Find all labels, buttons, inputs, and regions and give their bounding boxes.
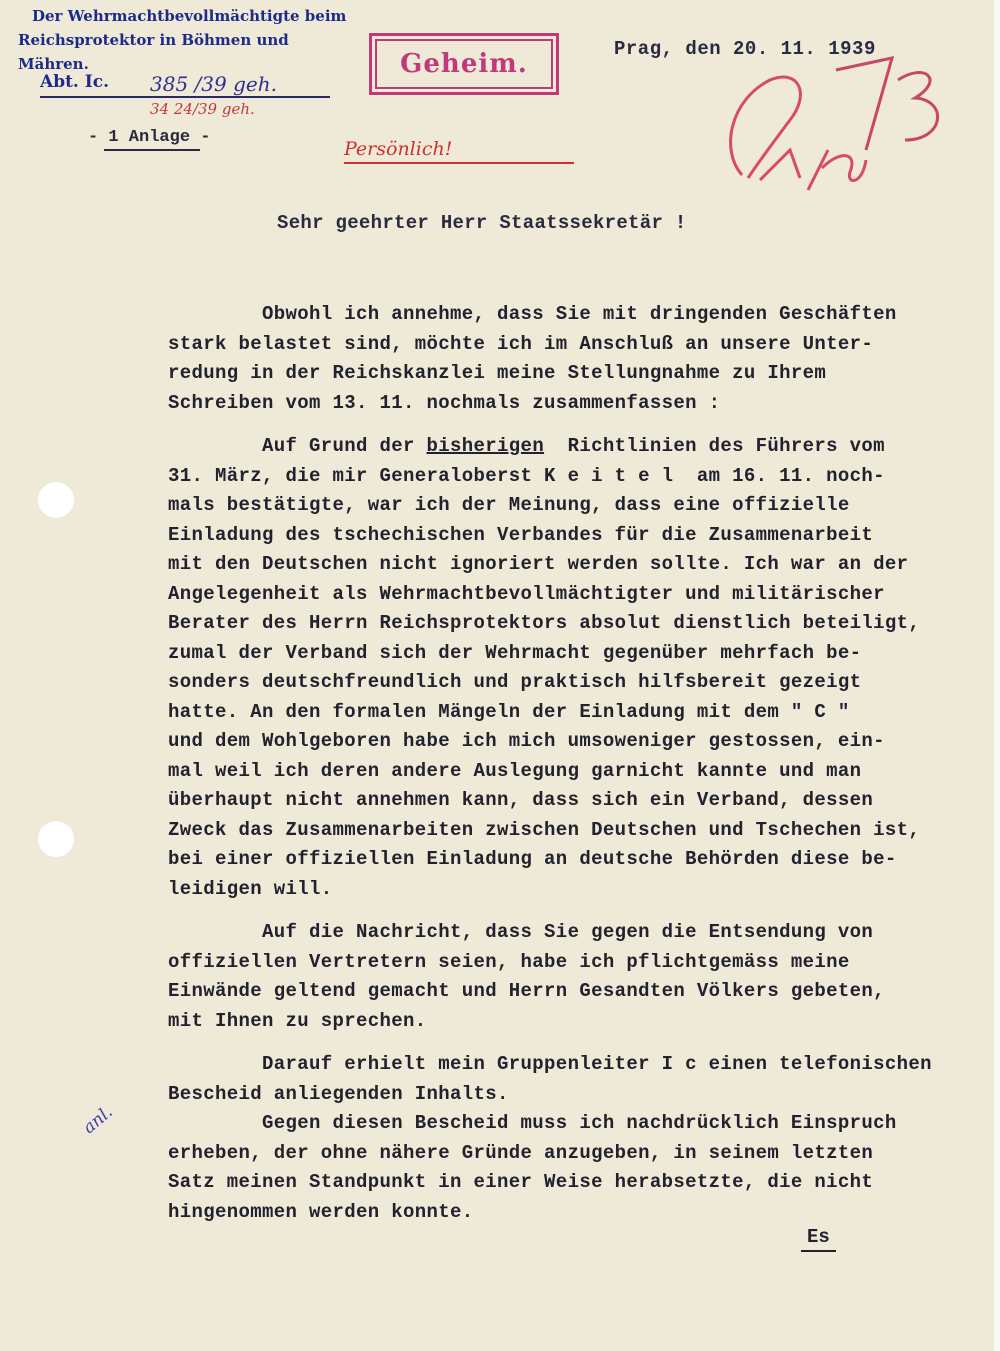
initial-stroke-3 (808, 150, 828, 190)
body-line: stark belastet sind, möchte ich im Anschluß an unsere Unter- (168, 332, 874, 355)
page-number-7 (836, 58, 892, 150)
body-line: überhaupt nicht annehmen kann, dass sich ein Verband, dessen (168, 789, 874, 811)
page-number-3 (898, 73, 938, 140)
initial-stroke-1 (731, 77, 801, 178)
body-line-guidelines (168, 432, 968, 462)
body-line: mal weil ich deren andere Auslegung garnicht kannte und man (168, 759, 862, 782)
body-line: 31. März, die mir Generaloberst K e i t e l am 16. 11. noch- (168, 464, 885, 487)
body-line: Darauf erhielt mein Gruppenleiter I c einen telefonischen (168, 1053, 932, 1075)
punch-hole-bottom (38, 821, 74, 857)
body-line: Einwände geltend gemacht und Herrn Gesandten Völkers gebeten, (168, 980, 885, 1002)
body-line-suffix: Richtlinien des Führers vom (544, 435, 885, 457)
personal-note: Persönlich! (344, 138, 574, 164)
date-line: Prag, den 20. 11. 1939 (614, 38, 876, 60)
body-line: Angelegenheit als Wehrmachtbevollmächtigter und militärischer (168, 582, 885, 605)
body-line: bei einer offiziellen Einladung an deutsche Behörden diese be- (168, 848, 897, 870)
margin-note: anl. (79, 1102, 117, 1138)
secret-stamp-text: Geheim. (375, 39, 553, 89)
body-line: mals bestätigte, war ich der Meinung, dass eine offizielle (168, 494, 850, 516)
body-line-prefix: Auf Grund der (168, 435, 427, 457)
body-line: Bescheid anliegenden Inhalts. (168, 1082, 509, 1105)
body-line: Auf die Nachricht, dass Sie gegen die Entsendung von (168, 921, 874, 943)
body-line: offiziellen Vertretern seien, habe ich pflichtgemäss meine (168, 950, 850, 973)
body-line: sonders deutschfreundlich und praktisch hilfsbereit gezeigt (168, 671, 862, 693)
letterhead-line-1: Der Wehrmachtbevollmächtigte beim (32, 7, 347, 25)
department-label: Abt. Ic. (40, 72, 109, 92)
body-line: hatte. An den formalen Mängeln der Einladung mit dem " C " (168, 700, 850, 723)
body-line: erheben, der ohne nähere Gründe anzugeben, in seinem letzten (168, 1141, 874, 1164)
body-line: redung in der Reichskanzlei meine Stellungnahme zu Ihrem (168, 362, 827, 384)
reference-number: 385 /39 geh. (150, 72, 277, 96)
body-line: mit den Deutschen nicht ignoriert werden sollte. Ich war an der (168, 553, 909, 575)
body-line: Einladung des tschechischen Verbandes für die Zusammenarbeit (168, 523, 874, 546)
catchword: Es (801, 1226, 836, 1252)
body-line: Berater des Herrn Reichsprotektors absolut dienstlich beteiligt, (168, 612, 921, 634)
secondary-reference: 34 24/39 geh. (150, 100, 255, 118)
body-line: mit Ihnen zu sprechen. (168, 1009, 427, 1032)
body-line: Zweck das Zusammenarbeiten zwischen Deutschen und Tschechen ist, (168, 818, 921, 841)
salutation: Sehr geehrter Herr Staatssekretär ! (277, 212, 687, 234)
body-line: Satz meinen Standpunkt in einer Weise herabsetzte, die nicht (168, 1171, 874, 1193)
punch-hole-top (38, 482, 74, 518)
initial-stroke-4 (822, 156, 866, 181)
body-line: Schreiben vom 13. 11. nochmals zusammenfassen : (168, 391, 721, 414)
attachment-note: - 1 Anlage - (88, 128, 211, 147)
body-line: und dem Wohlgeboren habe ich mich umsoweniger gestossen, ein- (168, 730, 885, 752)
body-line: Obwohl ich annehme, dass Sie mit dringenden Geschäften (168, 303, 897, 325)
body-line: Gegen diesen Bescheid muss ich nachdrücklich Einspruch (168, 1112, 897, 1134)
body-line: leidigen will. (168, 877, 333, 900)
body-line: hingenommen werden konnte. (168, 1200, 474, 1223)
body-line: zumal der Verband sich der Wehrmacht gegenüber mehrfach be- (168, 641, 862, 664)
letterhead-line-2: Reichsprotektor in Böhmen und Mähren. (18, 31, 289, 73)
letter-body (168, 300, 968, 1227)
underlined-word: bisherigen (426, 435, 545, 457)
